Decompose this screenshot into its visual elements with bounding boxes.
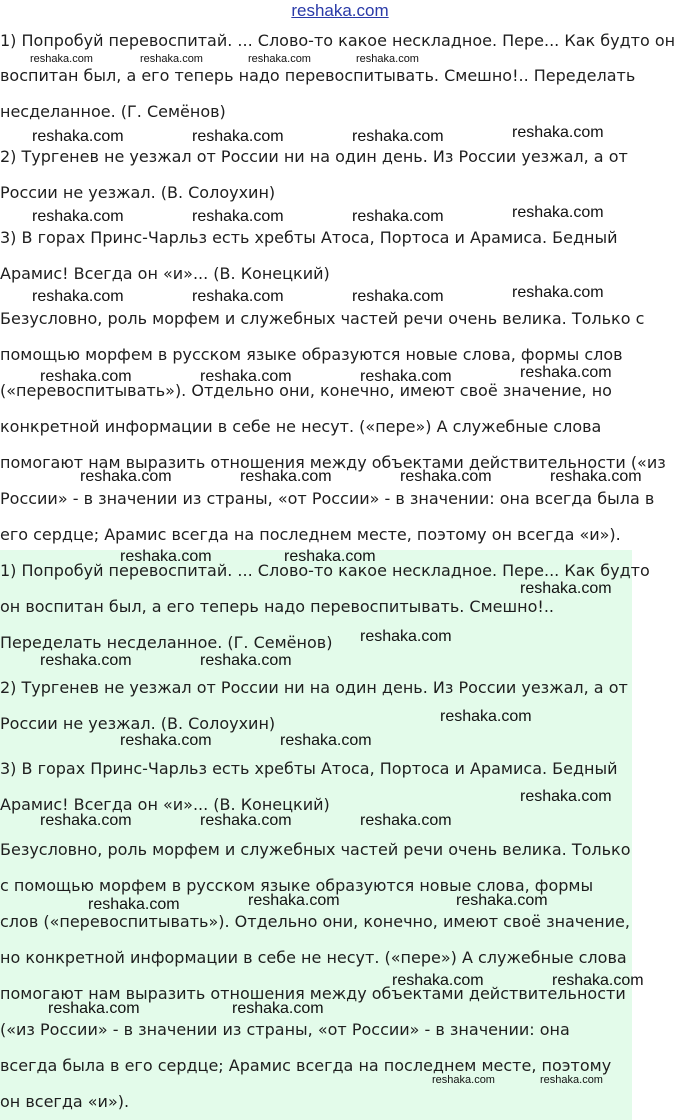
text-line: Переделать несделанное. (Г. Семёнов) xyxy=(0,633,333,652)
watermark-text: reshaka.com xyxy=(120,548,212,565)
text-line: с помощью морфем в русском языке образуются новые слова, формы xyxy=(0,876,594,895)
watermark-text: reshaka.com xyxy=(192,208,284,225)
highlighted-answer-block xyxy=(0,550,650,1120)
text-line: конкретной информации в себе не несут. («пере») А служебные слова xyxy=(0,417,602,436)
watermark-text: reshaka.com xyxy=(30,53,93,65)
watermark-text: reshaka.com xyxy=(360,812,452,829)
watermark-text: reshaka.com xyxy=(192,128,284,145)
watermark-text: reshaka.com xyxy=(32,208,124,225)
text-line: России не уезжал. (В. Солоухин) xyxy=(0,714,276,733)
text-line: Безусловно, роль морфем и служебных частей речи очень велика. Только xyxy=(0,840,631,859)
text-line: («перевоспитывать»). Отдельно они, конечно, имеют своё значение, но xyxy=(0,381,612,400)
watermark-text: reshaka.com xyxy=(32,128,124,145)
text-line: 1) Попробуй перевоспитай. ... Слово-то какое нескладное. Пере... Как будто он xyxy=(0,31,676,50)
watermark-text: reshaka.com xyxy=(248,53,311,65)
watermark-text: reshaka.com xyxy=(520,580,612,597)
text-line: помогают нам выразить отношения между объектами действительности xyxy=(0,984,626,1003)
watermark-text: reshaka.com xyxy=(440,708,532,725)
site-logo[interactable]: reshaka.com xyxy=(291,1,389,20)
watermark-text: reshaka.com xyxy=(360,368,452,385)
watermark-text: reshaka.com xyxy=(40,368,132,385)
watermark-text: reshaka.com xyxy=(240,468,332,485)
watermark-text: reshaka.com xyxy=(48,1000,140,1017)
text-line: 3) В горах Принс-Чарльз есть хребты Атоса, Портоса и Арамиса. Бедный xyxy=(0,228,618,247)
watermark-text: reshaka.com xyxy=(392,972,484,989)
watermark-text: reshaka.com xyxy=(360,628,452,645)
watermark-text: reshaka.com xyxy=(432,1074,495,1086)
watermark-text: reshaka.com xyxy=(200,368,292,385)
watermark-text: reshaka.com xyxy=(512,284,604,301)
text-line: его сердце; Арамис всегда на последнем месте, поэтому он всегда «и»). xyxy=(0,525,621,544)
text-line: 1) Попробуй перевоспитай. ... Слово-то какое нескладное. Пере... Как будто xyxy=(0,561,650,580)
text-line: он воспитан был, а его теперь надо перевоспитывать. Смешно!.. xyxy=(0,597,554,616)
watermark-text: reshaka.com xyxy=(552,972,644,989)
text-line: слов («перевоспитывать»). Отдельно они, конечно, имеют своё значение, xyxy=(0,912,630,931)
watermark-text: reshaka.com xyxy=(32,288,124,305)
watermark-text: reshaka.com xyxy=(120,732,212,749)
watermark-text: reshaka.com xyxy=(352,128,444,145)
watermark-text: reshaka.com xyxy=(512,124,604,141)
text-line: России не уезжал. (В. Солоухин) xyxy=(0,183,276,202)
text-line: Арамис! Всегда он «и»... (В. Конецкий) xyxy=(0,795,330,814)
text-line: 2) Тургенев не уезжал от России ни на один день. Из России уезжал, а от xyxy=(0,147,628,166)
text-line: Арамис! Всегда он «и»... (В. Конецкий) xyxy=(0,264,330,283)
text-line: воспитан был, а его теперь надо перевоспитывать. Смешно!.. Переделать xyxy=(0,66,636,85)
text-line: несделанное. (Г. Семёнов) xyxy=(0,102,226,121)
watermark-text: reshaka.com xyxy=(40,652,132,669)
watermark-text: reshaka.com xyxy=(512,204,604,221)
watermark-text: reshaka.com xyxy=(520,788,612,805)
watermark-text: reshaka.com xyxy=(200,652,292,669)
watermark-text: reshaka.com xyxy=(356,53,419,65)
watermark-text: reshaka.com xyxy=(248,892,340,909)
watermark-text: reshaka.com xyxy=(400,468,492,485)
text-line: помогают нам выразить отношения между объектами действительности («из xyxy=(0,453,666,472)
watermark-text: reshaka.com xyxy=(232,1000,324,1017)
watermark-text: reshaka.com xyxy=(284,548,376,565)
watermark-text: reshaka.com xyxy=(550,468,642,485)
watermark-text: reshaka.com xyxy=(80,468,172,485)
text-line: всегда была в его сердце; Арамис всегда на последнем месте, поэтому xyxy=(0,1056,612,1075)
text-line: помощью морфем в русском языке образуются новые слова, формы слов xyxy=(0,345,623,364)
watermark-text: reshaka.com xyxy=(352,208,444,225)
watermark-text: reshaka.com xyxy=(40,812,132,829)
watermark-text: reshaka.com xyxy=(88,896,180,913)
text-line: России» - в значении из страны, «от России» - в значении: она всегда была в xyxy=(0,489,655,508)
text-line: он всегда «и»). xyxy=(0,1092,130,1111)
watermark-text: reshaka.com xyxy=(520,364,612,381)
watermark-text: reshaka.com xyxy=(200,812,292,829)
watermark-text: reshaka.com xyxy=(540,1074,603,1086)
watermark-text: reshaka.com xyxy=(140,53,203,65)
text-line: 3) В горах Принс-Чарльз есть хребты Атоса, Портоса и Арамиса. Бедный xyxy=(0,759,618,778)
text-line: но конкретной информации в себе не несут. («пере») А служебные слова xyxy=(0,948,627,967)
watermark-text: reshaka.com xyxy=(280,732,372,749)
text-line: Безусловно, роль морфем и служебных частей речи очень велика. Только с xyxy=(0,309,645,328)
text-line: 2) Тургенев не уезжал от России ни на один день. Из России уезжал, а от xyxy=(0,678,628,697)
watermark-text: reshaka.com xyxy=(352,288,444,305)
text-line: («из России» - в значении из страны, «от России» - в значении: она xyxy=(0,1020,570,1039)
watermark-text: reshaka.com xyxy=(456,892,548,909)
watermark-text: reshaka.com xyxy=(192,288,284,305)
